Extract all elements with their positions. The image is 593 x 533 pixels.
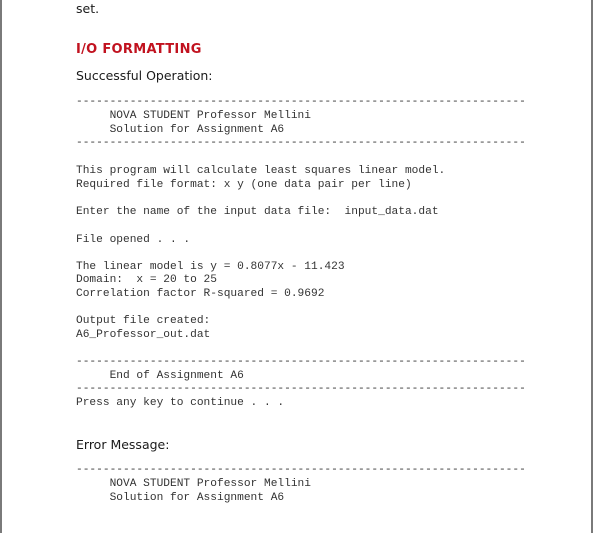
console-line: Output file created: xyxy=(76,315,211,327)
console-line: A6_Professor_out.dat xyxy=(76,329,211,341)
error-label: Error Message: xyxy=(76,437,170,452)
console-result-line: The linear model is y = 0.8077x - 11.423 xyxy=(76,261,345,273)
console-rule: ------------------------------------------------------------------- xyxy=(76,137,526,149)
console-header-line: Solution for Assignment A6 xyxy=(76,124,285,136)
section-heading: I/O FORMATTING xyxy=(76,42,202,57)
intro-tail-text: set. xyxy=(76,1,100,16)
success-label: Successful Operation: xyxy=(76,68,213,83)
console-header-line: NOVA STUDENT Professor Mellini xyxy=(76,478,311,490)
console-rule: ------------------------------------------------------------------- xyxy=(76,96,526,108)
console-line: Press any key to continue . . . xyxy=(76,397,285,409)
console-header-line: Solution for Assignment A6 xyxy=(76,492,285,504)
console-rule: ------------------------------------------------------------------- xyxy=(76,464,526,476)
console-footer-line: End of Assignment A6 xyxy=(76,370,244,382)
console-rule: ------------------------------------------------------------------- xyxy=(76,383,526,395)
console-prompt-line: Enter the name of the input data file: input_data.dat xyxy=(76,206,439,218)
console-rule: ------------------------------------------------------------------- xyxy=(76,356,526,368)
console-result-line: Domain: x = 20 to 25 xyxy=(76,274,217,286)
console-line: Required file format: x y (one data pair per line) xyxy=(76,179,412,191)
console-line: This program will calculate least squares linear model. xyxy=(76,165,446,177)
console-line: File opened . . . xyxy=(76,234,191,246)
console-result-line: Correlation factor R-squared = 0.9692 xyxy=(76,288,325,300)
console-header-line: NOVA STUDENT Professor Mellini xyxy=(76,110,311,122)
